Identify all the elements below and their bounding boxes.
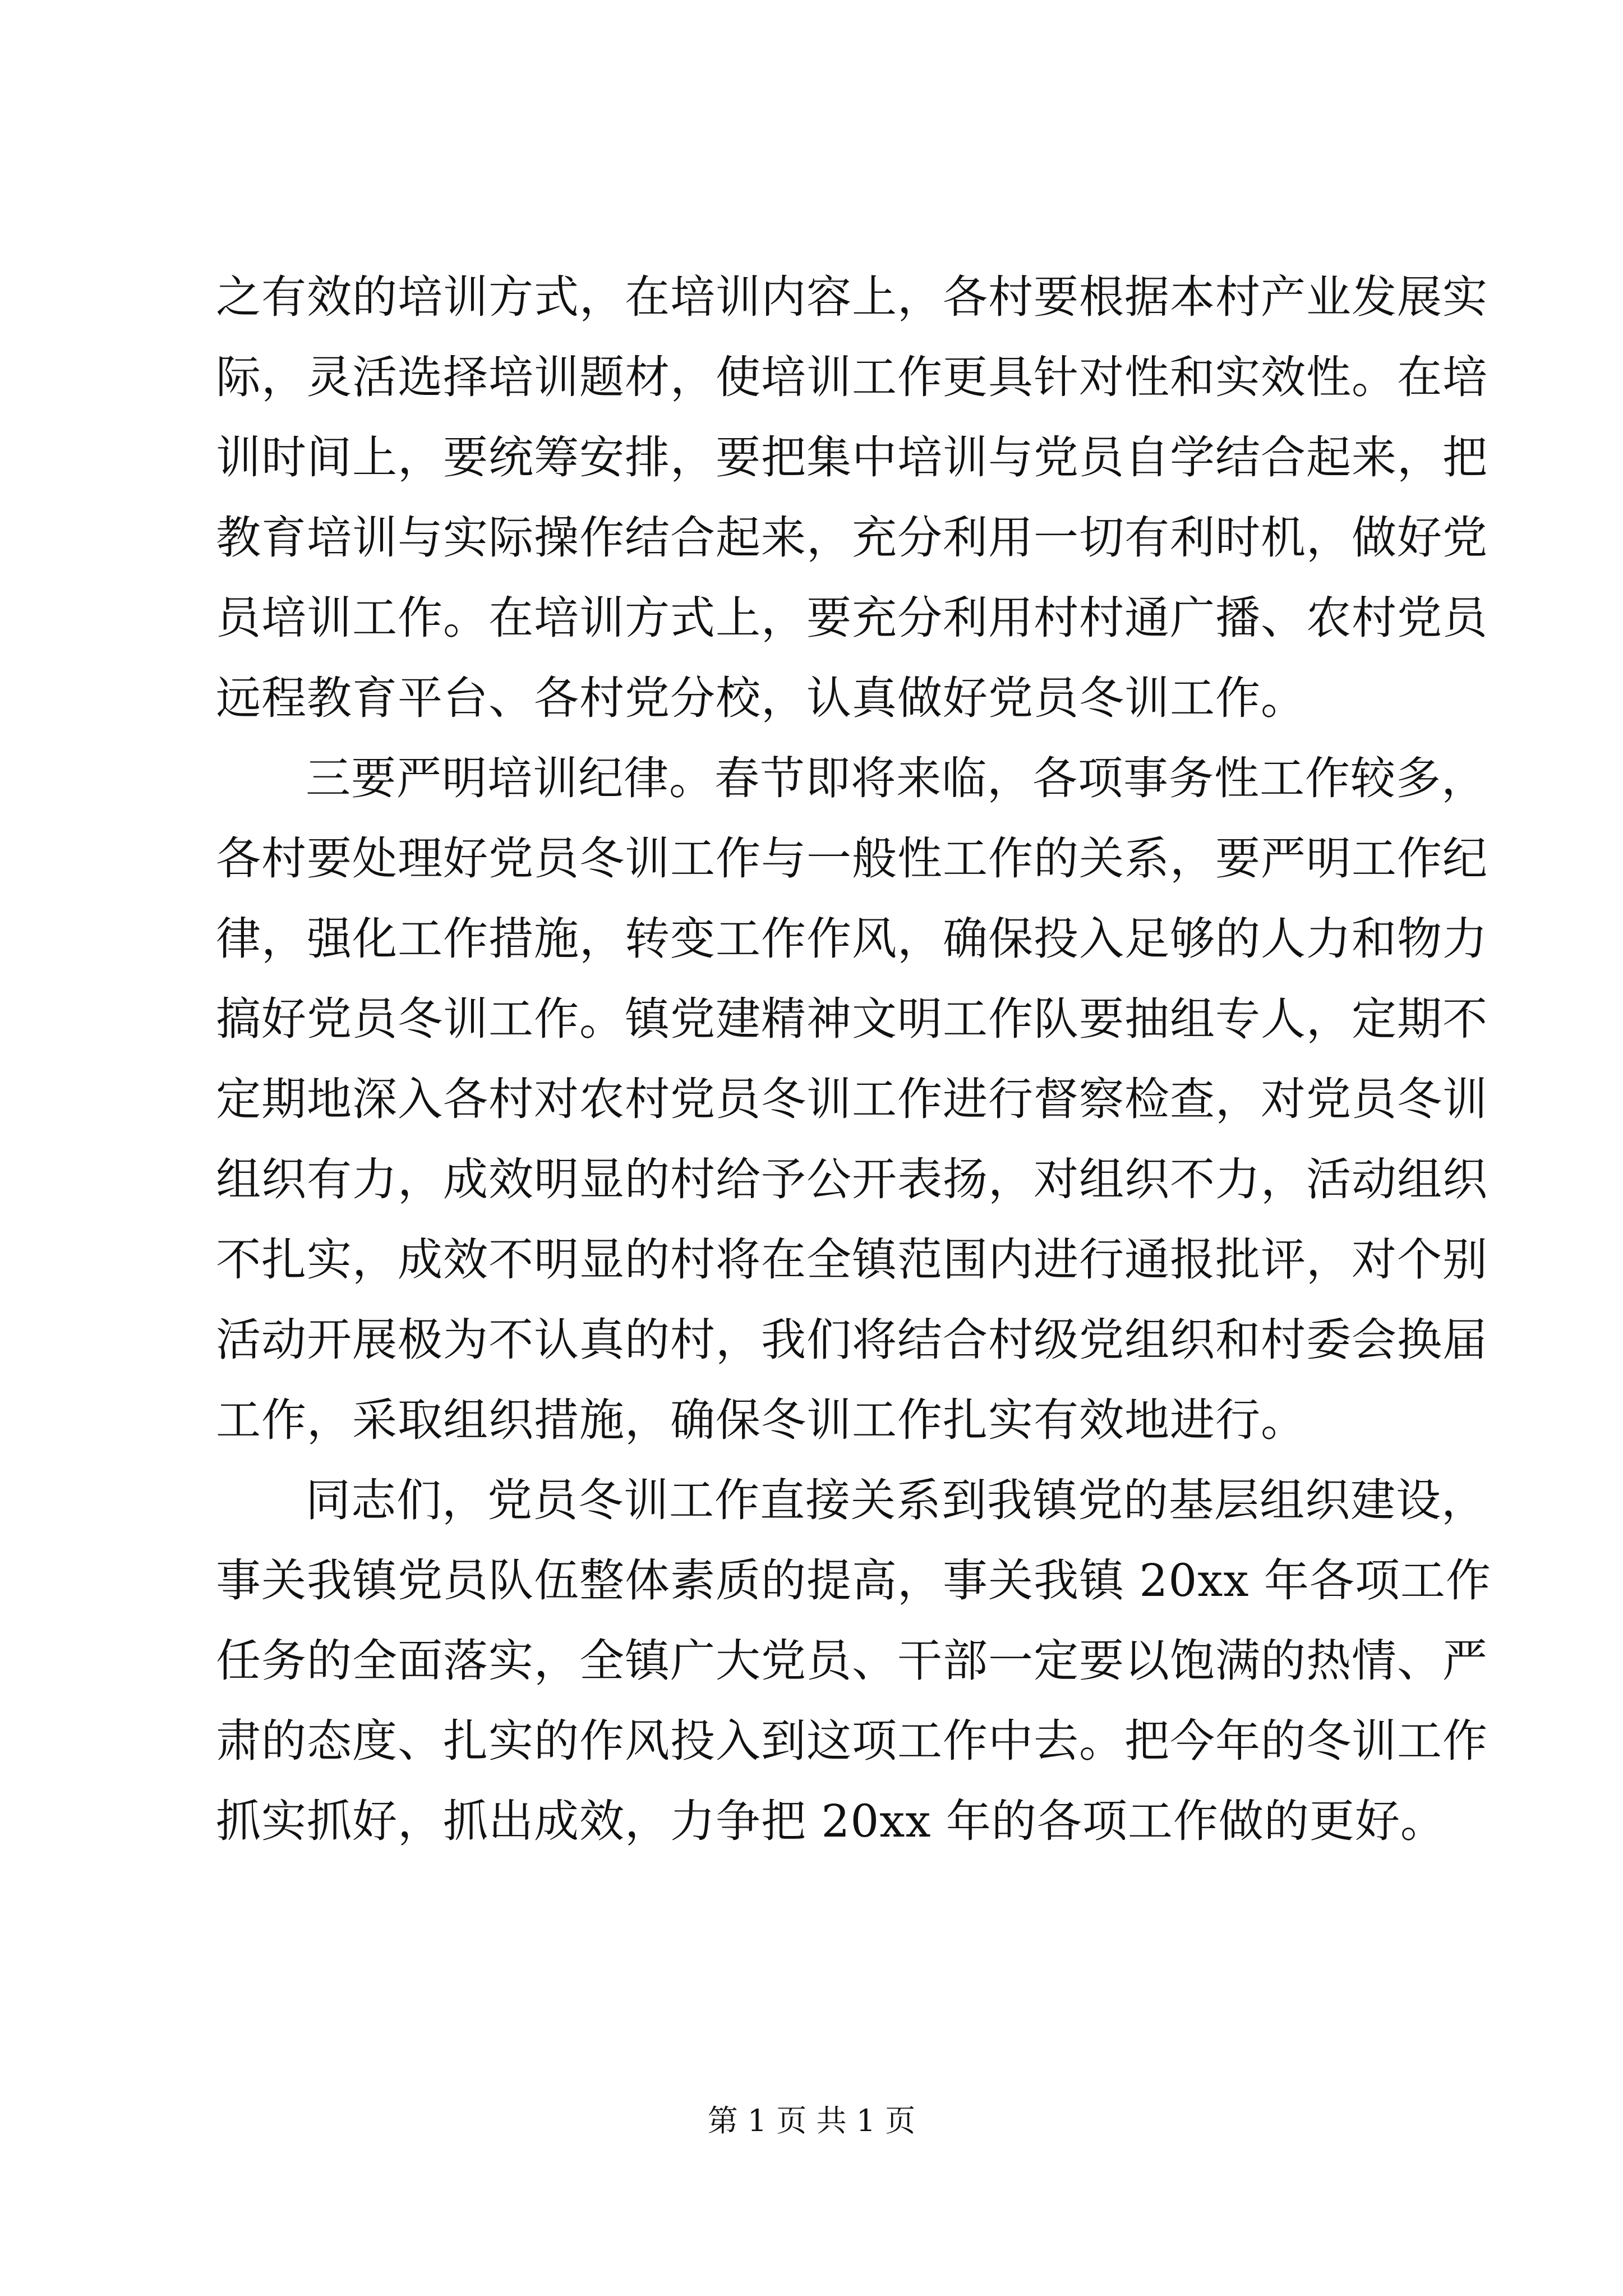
paragraph-line: 搞好党员冬训工作。镇党建精神文明工作队要抽组专人，定期不	[216, 993, 1488, 1045]
page-footer	[0, 2101, 1623, 2141]
paragraph-line: 际，灵活选择培训题材，使培训工作更具针对性和实效性。在培	[216, 351, 1488, 403]
paragraph-line: 远程教育平台、各村党分校，认真做好党员冬训工作。	[216, 672, 1306, 724]
paragraph-line: 律，强化工作措施，转变工作作风，确保投入足够的人力和物力	[216, 913, 1488, 965]
paragraph-line: 活动开展极为不认真的村，我们将结合村级党组织和村委会换届	[216, 1314, 1488, 1366]
body-text	[216, 257, 1491, 1861]
paragraph-line: 不扎实，成效不明显的村将在全镇范围内进行通报批评，对个别	[216, 1234, 1488, 1286]
paragraph-line: 组织有力，成效明显的村给予公开表扬，对组织不力，活动组织	[216, 1153, 1488, 1205]
paragraph-1	[216, 257, 1488, 738]
paragraph-line: 事关我镇党员队伍整体素质的提高，事关我镇 20xx 年各项工作	[216, 1554, 1491, 1607]
paragraph-line: 三要严明培训纪律。春节即将来临，各项事务性工作较多，	[306, 752, 1487, 804]
paragraph-line: 员培训工作。在培训方式上，要充分利用村村通广播、农村党员	[216, 592, 1488, 644]
paragraph-line: 定期地深入各村对农村党员冬训工作进行督察检查，对党员冬训	[216, 1073, 1488, 1125]
paragraph-line: 抓实抓好，抓出成效，力争把 20xx 年的各项工作做的更好。	[216, 1795, 1446, 1847]
paragraph-line: 教育培训与实际操作结合起来，充分利用一切有利时机，做好党	[216, 512, 1488, 564]
paragraph-line: 任务的全面落实，全镇广大党员、干部一定要以饱满的热情、严	[216, 1635, 1488, 1687]
paragraph-line: 工作，采取组织措施，确保冬训工作扎实有效地进行。	[216, 1394, 1306, 1446]
paragraph-line: 之有效的培训方式，在培训内容上，各村要根据本村产业发展实	[216, 271, 1488, 323]
paragraph-2	[216, 738, 1488, 1460]
paragraph-line: 肃的态度、扎实的作风投入到这项工作中去。把今年的冬训工作	[216, 1715, 1488, 1767]
paragraph-line: 同志们，党员冬训工作直接关系到我镇党的基层组织建设，	[306, 1474, 1487, 1526]
paragraph-line: 各村要处理好党员冬训工作与一般性工作的关系，要严明工作纪	[216, 832, 1488, 885]
paragraph-line: 训时间上，要统筹安排，要把集中培训与党员自学结合起来，把	[216, 431, 1488, 484]
paragraph-3	[216, 1460, 1491, 1861]
page-number-label: 第 1 页 共 1 页	[707, 2103, 916, 2138]
